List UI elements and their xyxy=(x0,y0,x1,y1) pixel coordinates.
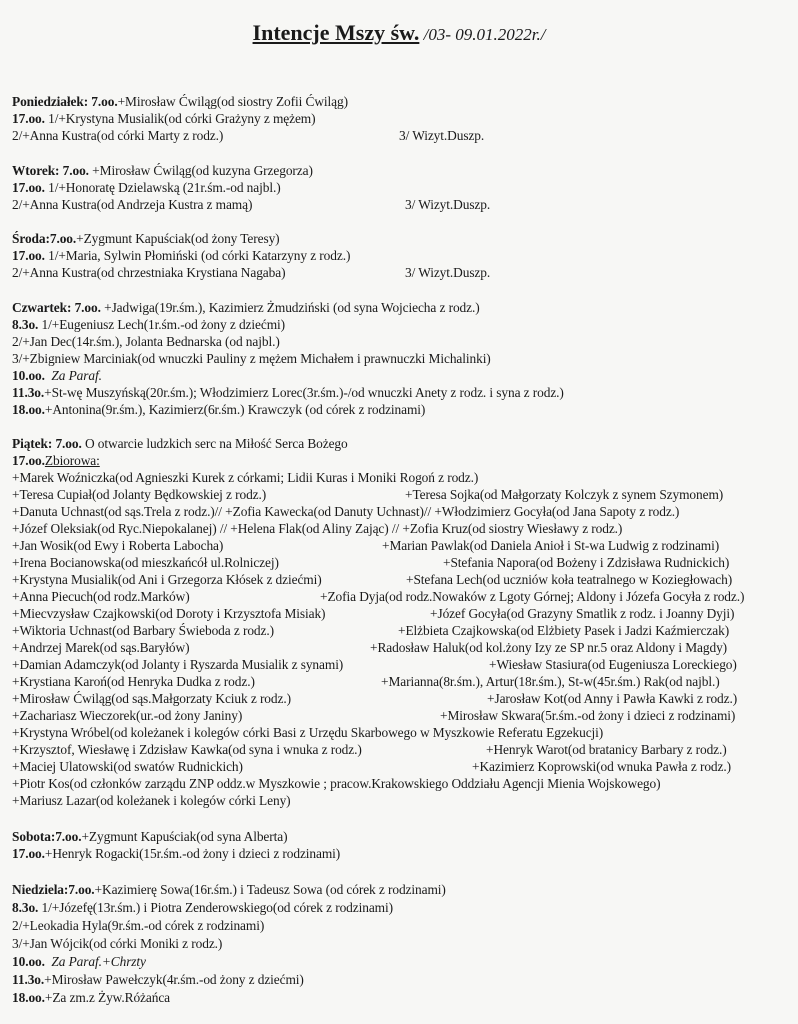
sun-intention: Za Paraf.+Chrzty xyxy=(51,954,146,969)
thu-line-7 xyxy=(12,402,425,418)
sat-time-label: 17.oo. xyxy=(12,846,45,861)
sun-intention: +Mirosław Pawełczyk(4r.śm.-od żony z dziećmi) xyxy=(44,972,304,987)
thu-intention: +Antonina(9r.śm.), Kazimierz(6r.śm.) Krawczyk (od córek z rodzinami) xyxy=(44,402,426,417)
fri-collective-right: +Teresa Sojka(od Małgorzaty Kolczyk z synem Szymonem) xyxy=(405,487,724,502)
sun-line-7 xyxy=(12,990,170,1006)
fri-collective-left: +Jan Wosik(od Ewy i Roberta Labocha) xyxy=(12,538,224,553)
fri-collective-left: +Miecvzysław Czajkowski(od Doroty i Krzysztofa Misiak) xyxy=(12,606,326,621)
thu-line-2 xyxy=(12,317,285,333)
fri-collective-left: +Marek Woźniczka(od Agnieszki Kurek z córkami; Lidii Kuras i Moniki Rogoń z rodz.) xyxy=(12,470,479,485)
mon-line-3 xyxy=(12,128,223,144)
thu-time-label: 18.oo. xyxy=(12,402,45,417)
sun-intention: 2/+Leokadia Hyla(9r.śm.-od córek z rodzinami) xyxy=(12,918,265,933)
wed-time-label: Środa:7.oo. xyxy=(12,231,77,246)
thu-intention: +Jadwiga(19r.śm.), Kazimierz Żmudziński (od syna Wojciecha z rodz.) xyxy=(100,300,480,315)
tue-intention: 2/+Anna Kustra(od Andrzeja Kustra z mamą) xyxy=(12,197,253,212)
fri-collective-right: +Marianna(8r.śm.), Artur(18r.śm.), St-w(45r.śm.) Rak(od najbl.) xyxy=(381,674,720,689)
thu-time-label: Czwartek: 7.oo. xyxy=(12,300,101,315)
thu-time-label: 10.oo. xyxy=(12,368,45,383)
tue-time-label: 17.oo. xyxy=(12,180,45,195)
thu-line-3 xyxy=(12,334,280,350)
thu-intention: 3/+Zbigniew Marciniak(od wnuczki Pauliny z mężem Michałem i prawnuczki Michalinki) xyxy=(12,351,491,366)
fri-collective-right: +Mirosław Skwara(5r.śm.-od żony i dzieci z rodzinami) xyxy=(440,708,736,723)
mon-line-2 xyxy=(12,111,315,127)
fri-collective-right: +Jarosław Kot(od Anny i Pawła Kawki z rodz.) xyxy=(487,691,738,706)
wed-line-2 xyxy=(12,248,350,264)
tue-line-3 xyxy=(12,197,252,213)
thu-intention: 1/+Eugeniusz Lech(1r.śm.-od żony z dziećmi) xyxy=(38,317,286,332)
fri-collective-right: +Wiesław Stasiura(od Eugeniusza Loreckiego) xyxy=(489,657,737,672)
fri-collective-left: +Andrzej Marek(od sąs.Baryłów) xyxy=(12,640,190,655)
wed-intention: 1/+Maria, Sylwin Płomiński (od córki Katarzyny z rodz.) xyxy=(44,248,351,263)
fri-collective-left: +Mariusz Lazar(od koleżanek i kolegów córki Leny) xyxy=(12,793,291,808)
tue-line-1 xyxy=(12,163,313,179)
sun-line-2 xyxy=(12,900,393,916)
fri-collective-left: +Krystiana Karoń(od Henryka Dudka z rodz.) xyxy=(12,674,255,689)
thu-intention: +St-wę Muszyńską(20r.śm.); Włodzimierz Lorec(3r.śm.)-/od wnuczki Anety z rodz. i syna z rodz.) xyxy=(44,385,564,400)
fri-collective-left: +Wiktoria Uchnast(od Barbary Świeboda z rodz.) xyxy=(12,623,274,638)
wed-time-label: 17.oo. xyxy=(12,248,45,263)
sun-intention: 3/+Jan Wójcik(od córki Moniki z rodz.) xyxy=(12,936,223,951)
thu-line-6 xyxy=(12,385,564,401)
sat-time-label: Sobota:7.oo. xyxy=(12,829,82,844)
wed-line-3 xyxy=(12,265,285,281)
fri-collective-right: +Zofia Dyja(od rodz.Nowaków z Lgoty Górnej; Aldony i Józefa Gocyła z rodz.) xyxy=(320,589,745,604)
title-dates: /03- 09.01.2022r./ xyxy=(419,25,546,44)
wed-intention: 2/+Anna Kustra(od chrzestniaka Krystiana Nagaba) xyxy=(12,265,286,280)
tue-pastoral-visit: 3/ Wizyt.Duszp. xyxy=(405,197,491,212)
fri-collective-left: +Krzysztof, Wiesławę i Zdzisław Kawka(od syna i wnuka z rodz.) xyxy=(12,742,362,757)
mon-intention: 2/+Anna Kustra(od córki Marty z rodz.) xyxy=(12,128,224,143)
thu-line-1 xyxy=(12,300,480,316)
sun-line-6 xyxy=(12,972,304,988)
fri-collective-left: +Anna Piecuch(od rodz.Marków) xyxy=(12,589,190,604)
fri-collective-left: +Maciej Ulatowski(od swatów Rudnickich) xyxy=(12,759,243,774)
fri-collective-left: +Danuta Uchnast(od sąs.Trela z rodz.)// +Zofia Kawecka(od Danuty Uchnast)// +Włodzimierz Gocyła(od Jana Sapoty z rodz.) xyxy=(12,504,680,519)
sun-time-label: Niedziela:7.oo. xyxy=(12,882,95,897)
mon-intention: 1/+Krystyna Musialik(od córki Grażyny z mężem) xyxy=(44,111,316,126)
fri-line-2 xyxy=(12,453,100,469)
fri-collective-right: +Stefana Lech(od uczniów koła teatralnego w Koziegłowach) xyxy=(406,572,733,587)
fri-collective-left: +Mirosław Ćwiląg(od sąs.Małgorzaty Kciuk z rodz.) xyxy=(12,691,291,706)
wed-pastoral-visit: 3/ Wizyt.Duszp. xyxy=(405,265,491,280)
mon-line-1 xyxy=(12,94,348,110)
sat-line-2 xyxy=(12,846,340,862)
thu-intention: Za Paraf. xyxy=(51,368,102,383)
sun-line-5 xyxy=(12,954,146,970)
sat-line-1 xyxy=(12,829,287,845)
thu-time-label: 8.3o. xyxy=(12,317,39,332)
sun-time-label: 8.3o. xyxy=(12,900,39,915)
tue-line-2 xyxy=(12,180,281,196)
fri-collective-left: +Teresa Cupiał(od Jolanty Będkowskiej z rodz.) xyxy=(12,487,267,502)
sun-line-3 xyxy=(12,918,264,934)
fri-collective-left: +Zachariasz Wieczorek(ur.-od żony Janiny) xyxy=(12,708,243,723)
sun-time-label: 11.3o. xyxy=(12,972,45,987)
page-title xyxy=(0,20,798,46)
tue-time-label: Wtorek: 7.oo. xyxy=(12,163,89,178)
mon-time-label: 17.oo. xyxy=(12,111,45,126)
fri-time-label: 17.oo. xyxy=(12,453,45,468)
fri-intention: O otwarcie ludzkich serc na Miłość Serca Bożego xyxy=(81,436,348,451)
fri-collective-right: +Marian Pawlak(od Daniela Anioł i St-wa Ludwig z rodzinami) xyxy=(382,538,720,553)
thu-line-5 xyxy=(12,368,102,384)
fri-collective-left: +Józef Oleksiak(od Ryc.Niepokalanej) // +Helena Flak(od Aliny Zając) // +Zofia Kruz(od siostry Wiesławy z rodz.) xyxy=(12,521,623,536)
fri-collective-right: +Józef Gocyła(od Grazyny Smatlik z rodz. i Joanny Dyji) xyxy=(430,606,735,621)
fri-time-label: Piątek: 7.oo. xyxy=(12,436,82,451)
sun-intention: +Za zm.z Żyw.Różańca xyxy=(44,990,171,1005)
sun-time-label: 18.oo. xyxy=(12,990,45,1005)
fri-collective-left: +Irena Bocianowska(od mieszkańcół ul.Rolniczej) xyxy=(12,555,279,570)
fri-collective-label: Zbiorowa: xyxy=(44,453,100,468)
wed-intention: +Zygmunt Kapuściak(od żony Teresy) xyxy=(76,231,280,246)
fri-collective-right: +Kazimierz Koprowski(od wnuka Pawła z rodz.) xyxy=(472,759,731,774)
sun-intention: 1/+Józefę(13r.śm.) i Piotra Zenderowskiego(od córek z rodzinami) xyxy=(38,900,393,915)
sat-intention: +Zygmunt Kapuściak(od syna Alberta) xyxy=(81,829,288,844)
thu-intention: 2/+Jan Dec(14r.śm.), Jolanta Bednarska (od najbl.) xyxy=(12,334,280,349)
sun-intention: +Kazimierę Sowa(16r.śm.) i Tadeusz Sowa (od córek z rodzinami) xyxy=(94,882,446,897)
sun-time-label: 10.oo. xyxy=(12,954,45,969)
fri-collective-right: +Elżbieta Czajkowska(od Elżbiety Pasek i Jadzi Kaźmierczak) xyxy=(398,623,730,638)
fri-collective-left: +Krystyna Wróbel(od koleżanek i kolegów córki Basi z Urzędu Skarbowego w Myszkowie Referatu Egzekucji) xyxy=(12,725,604,740)
sat-intention: +Henryk Rogacki(15r.śm.-od żony i dzieci z rodzinami) xyxy=(44,846,341,861)
fri-collective-right: +Stefania Napora(od Bożeny i Zdzisława Rudnickich) xyxy=(443,555,730,570)
sun-line-4 xyxy=(12,936,222,952)
sun-line-1 xyxy=(12,882,446,898)
mon-pastoral-visit: 3/ Wizyt.Duszp. xyxy=(399,128,485,143)
title-main: Intencje Mszy św. xyxy=(252,20,420,45)
tue-intention: 1/+Honoratę Dzielawską (21r.śm.-od najbl.) xyxy=(44,180,281,195)
mon-time-label: Poniedziałek: 7.oo. xyxy=(12,94,118,109)
fri-collective-right: +Radosław Haluk(od kol.żony Izy ze SP nr.5 oraz Aldony i Magdy) xyxy=(370,640,728,655)
fri-collective-right: +Henryk Warot(od bratanicy Barbary z rodz.) xyxy=(486,742,727,757)
tue-intention: +Mirosław Ćwiląg(od kuzyna Grzegorza) xyxy=(88,163,313,178)
wed-line-1 xyxy=(12,231,280,247)
fri-collective-left: +Krystyna Musialik(od Ani i Grzegorza Kłósek z dziećmi) xyxy=(12,572,322,587)
fri-line-1 xyxy=(12,436,348,452)
fri-collective-left: +Piotr Kos(od członków zarządu ZNP oddz.w Myszkowie ; pracow.Krakowskiego Oddziału Agencji Mienia Wojskowego) xyxy=(12,776,661,791)
thu-line-4 xyxy=(12,351,491,367)
fri-collective-left: +Damian Adamczyk(od Jolanty i Ryszarda Musialik z synami) xyxy=(12,657,344,672)
mon-intention: +Mirosław Ćwiląg(od siostry Zofii Ćwiląg) xyxy=(117,94,348,109)
thu-time-label: 11.3o. xyxy=(12,385,45,400)
